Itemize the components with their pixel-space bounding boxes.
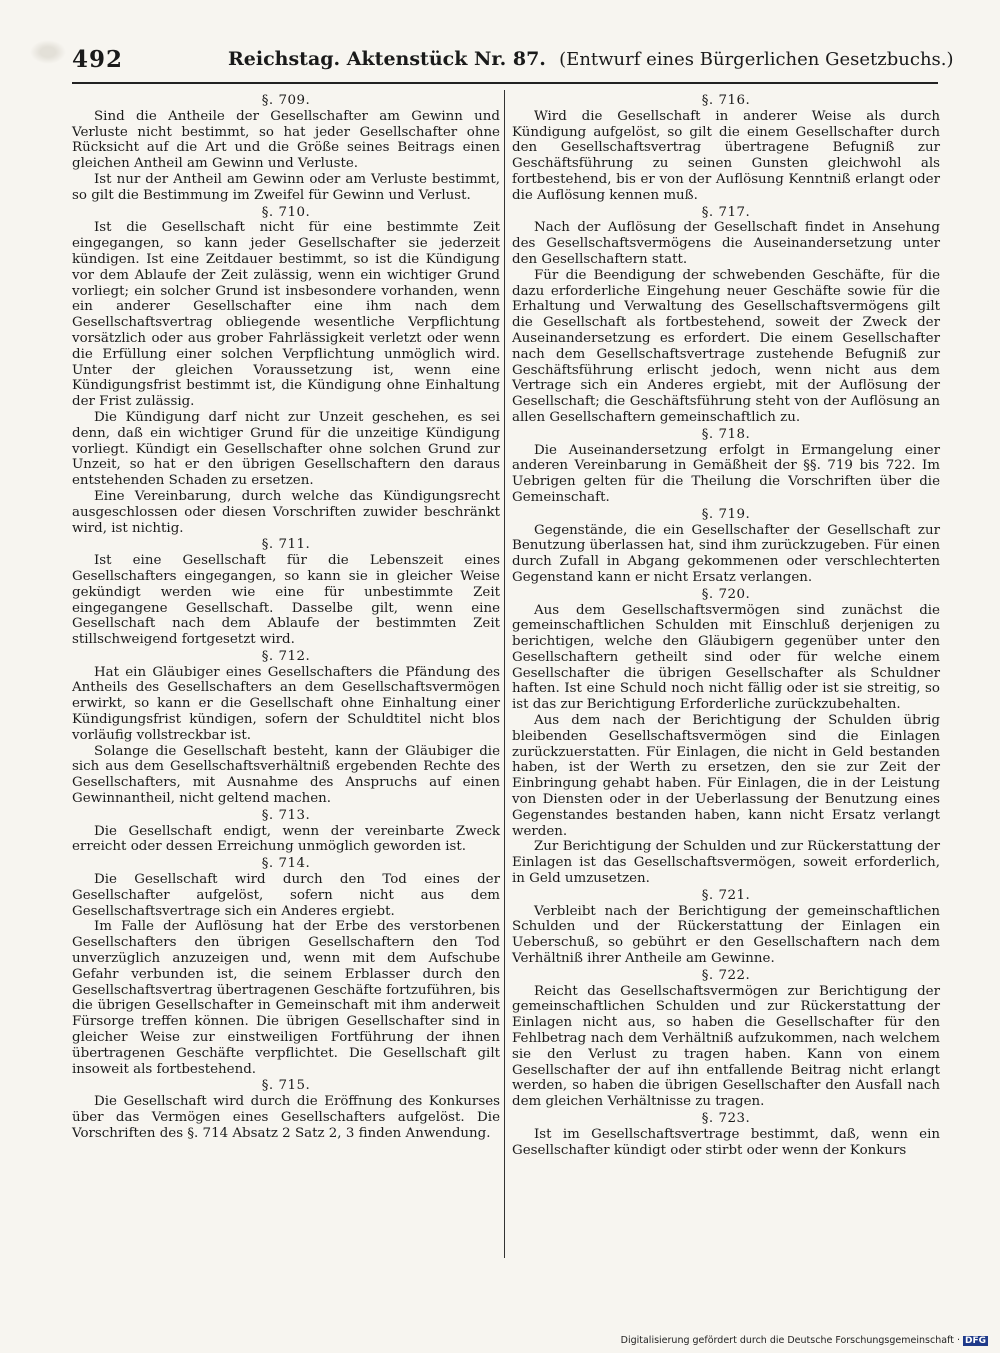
paragraph: Zur Berichtigung der Schulden und zur Rückerstattung der Einlagen ist das Gesellschaftsvermögen, soweit erforderlich, in Geld umzusetzen.	[512, 839, 940, 887]
section-heading: §. 714.	[261, 856, 311, 872]
paragraph: Wird die Gesellschaft in anderer Weise als durch Kündigung aufgelöst, so gilt die einem Gesellschafter durch den Gesellschaftsvertrag übertragene Befugniß zur Geschäftsführung zu seinen Gunsten gleichwohl als fortbestehend, bis er von der Auflösung Kenntniß erlangt oder die Auflösung kennen muß.	[512, 108, 940, 203]
column-divider	[504, 90, 505, 1258]
footer-credit	[621, 1335, 988, 1346]
footer-text: Digitalisierung gefördert durch die Deutsche Forschungsgemeinschaft ·	[620, 1335, 960, 1346]
page-header	[72, 42, 954, 84]
section-heading: §. 711.	[261, 537, 311, 553]
paragraph: Ist im Gesellschaftsvertrage bestimmt, daß, wenn ein Gesellschafter kündigt oder stirbt oder wenn der Konkurs	[512, 1126, 940, 1158]
running-title-subtitle: (Entwurf eines Bürgerlichen Gesetzbuchs.)	[559, 49, 954, 70]
section-heading: §. 712.	[261, 648, 311, 664]
page-number: 492	[72, 46, 124, 73]
section-heading: §. 710.	[261, 204, 311, 220]
paragraph: Aus dem Gesellschaftsvermögen sind zunächst die gemeinschaftlichen Schulden mit Einschluß derjenigen zu berichtigen, welche den Gläubigern gegenüber unter den Gesellschaftern getheilt sind oder für welche einem Gesellschafter die übrigen Gesellschafter als Schuldner haften. Ist eine Schuld noch nicht fällig oder ist sie streitig, so ist das zur Berichtigung Erforderliche zurückzubehalten.	[512, 602, 940, 713]
section-heading: §. 716.	[701, 93, 751, 108]
dfg-logo: DFG	[964, 1336, 986, 1346]
left-column	[72, 92, 500, 1142]
section-heading: §. 709.	[261, 93, 311, 108]
paragraph: Ist die Gesellschaft nicht für eine bestimmte Zeit eingegangen, so kann jeder Gesellschafter sie jederzeit kündigen. Ist eine Zeitdauer bestimmt, so ist die Kündigung vor dem Ablaufe der Zeit zulässig, wenn ein wichtiger Grund vorliegt; ein solcher Grund ist insbesondere vorhanden, wenn ein anderer Gesellschafter eine ihm nach dem Gesellschaftsvertrag obliegende wesentliche Verpflichtung vorsätzlich oder aus grober Fahrlässigkeit verletzt oder wenn die Erfüllung einer solchen Verpflichtung unmöglich wird. Unter der gleichen Voraussetzung ist, wenn eine Kündigungsfrist bestimmt ist, die Kündigung ohne Einhaltung der Frist zulässig.	[72, 220, 500, 410]
section-heading: §. 717.	[701, 204, 751, 220]
section-heading: §. 719.	[701, 506, 751, 522]
section-heading: §. 718.	[701, 426, 751, 442]
section-heading: §. 715.	[261, 1078, 311, 1094]
section-heading: §. 721.	[701, 887, 751, 903]
paragraph: Für die Beendigung der schwebenden Geschäfte, für die dazu erforderliche Eingehung neuer Geschäfte sowie für die Erhaltung und Verwaltung des Gesellschaftsvermögens gilt die Gesellschaft als fortbestehend, soweit der Zweck der Auseinandersetzung es erfordert. Die einem Gesellschafter nach dem Gesellschaftsvertrage zustehende Befugniß zur Geschäftsführung erlischt jedoch, wenn nicht aus dem Vertrage sich ein Anderes ergiebt, mit der Auflösung der Gesellschaft; die Geschäftsführung steht von der Auflösung an allen Gesellschaftern gemeinschaftlich zu.	[512, 267, 940, 425]
paragraph: Sind die Antheile der Gesellschafter am Gewinn und Verluste nicht bestimmt, so hat jeder Gesellschafter ohne Rücksicht auf die Art und die Größe seines Beitrags einen gleichen Antheil am Gewinn und Verluste.	[72, 108, 500, 172]
section-heading: §. 713.	[261, 807, 311, 823]
section-heading: §. 720.	[701, 586, 751, 602]
paragraph: Eine Vereinbarung, durch welche das Kündigungsrecht ausgeschlossen oder diesen Vorschriften zuwider beschränkt wird, ist nichtig.	[72, 488, 500, 536]
paragraph: Die Kündigung darf nicht zur Unzeit geschehen, es sei denn, daß ein wichtiger Grund für die unzeitige Kündigung vorliegt. Kündigt ein Gesellschafter ohne solchen Grund zur Unzeit, so hat er den übrigen Gesellschaftern den daraus entstehenden Schaden zu ersetzen.	[72, 409, 500, 489]
paragraph: Reicht das Gesellschaftsvermögen zur Berichtigung der gemeinschaftlichen Schulden und zur Rückerstattung der Einlagen nicht aus, so haben die Gesellschafter für den Fehlbetrag nach dem Verhältniß aufzukommen, nach welchem sie den Verlust zu tragen haben. Kann von einem Gesellschafter der auf ihn entfallende Beitrag nicht erlangt werden, so haben die übrigen Gesellschafter den Ausfall nach dem gleichen Verhältnisse zu tragen.	[512, 983, 940, 1110]
paragraph: Die Gesellschaft wird durch den Tod eines der Gesellschafter aufgelöst, sofern nicht aus dem Gesellschaftsvertrage sich ein Anderes ergiebt.	[72, 872, 500, 919]
paragraph: Die Gesellschaft wird durch die Eröffnung des Konkurses über das Vermögen eines Gesellschafters aufgelöst. Die Vorschriften des §. 714 Absatz 2 Satz 2, 3 finden Anwendung.	[72, 1094, 500, 1141]
paragraph: Ist eine Gesellschaft für die Lebenszeit eines Gesellschafters eingegangen, so kann sie in gleicher Weise gekündigt werden wie eine für unbestimmte Zeit eingegangene Gesellschaft. Dasselbe gilt, wenn eine Gesellschaft nach dem Ablaufe der bestimmten Zeit stillschweigend fortgesetzt wird.	[72, 553, 500, 648]
running-title-main: Reichstag. Aktenstück Nr. 87.	[228, 48, 546, 70]
paragraph: Solange die Gesellschaft besteht, kann der Gläubiger die sich aus dem Gesellschaftsverhältniß ergebenden Rechte des Gesellschafters, mit Ausnahme des Anspruchs auf einen Gewinnantheil, nicht geltend machen.	[72, 743, 500, 807]
section-heading: §. 722.	[701, 967, 751, 983]
paragraph: Gegenstände, die ein Gesellschafter der Gesellschaft zur Benutzung überlassen hat, sind ihm zurückzugeben. Für einen durch Zufall in Abgang gekommenen oder verschlechterten Gegenstand kann er nicht Ersatz verlangen.	[512, 522, 940, 585]
paragraph: Verbleibt nach der Berichtigung der gemeinschaftlichen Schulden und der Rückerstattung der Einlagen ein Ueberschuß, so gebührt er den Gesellschaftern nach dem Verhältniß ihrer Antheile am Gewinne.	[512, 903, 940, 967]
paragraph: Nach der Auflösung der Gesellschaft findet in Ansehung des Gesellschaftsvermögens die Auseinandersetzung unter den Gesellschaftern statt.	[512, 220, 940, 267]
paragraph: Die Auseinandersetzung erfolgt in Ermangelung einer anderen Vereinbarung in Gemäßheit der §§. 719 bis 722. Im Uebrigen gelten für die Theilung die Vorschriften über die Gemeinschaft.	[512, 442, 940, 505]
paragraph: Ist nur der Antheil am Gewinn oder am Verluste bestimmt, so gilt die Bestimmung im Zweifel für Gewinn und Verlust.	[72, 171, 500, 203]
section-heading: §. 723.	[701, 1111, 751, 1126]
paragraph: Im Falle der Auflösung hat der Erbe des verstorbenen Gesellschafters den übrigen Gesellschaftern den Tod unverzüglich anzuzeigen und, wenn mit dem Aufschube Gefahr verbunden ist, die seinem Erblasser durch den Gesellschaftsvertrag übertragenen Geschäfte fortzuführen, bis die übrigen Gesellschafter in Gemeinschaft mit ihm anderweit Fürsorge treffen können. Die übrigen Gesellschafter sind in gleicher Weise zur einstweiligen Fortführung der ihnen übertragenen Geschäfte verpflichtet. Die Gesellschaft gilt insoweit als fortbestehend.	[72, 919, 500, 1077]
paragraph: Die Gesellschaft endigt, wenn der vereinbarte Zweck erreicht oder dessen Erreichung unmöglich geworden ist.	[72, 823, 500, 855]
scan-smudge	[30, 40, 66, 64]
running-title	[228, 48, 954, 70]
paragraph: Hat ein Gläubiger eines Gesellschafters die Pfändung des Antheils des Gesellschafters an dem Gesellschaftsvermögen erwirkt, so kann er die Gesellschaft ohne Einhaltung einer Kündigungsfrist kündigen, sofern der Schuldtitel nicht blos vorläufig vollstreckbar ist.	[72, 664, 500, 743]
paragraph: Aus dem nach der Berichtigung der Schulden übrig bleibenden Gesellschaftsvermögen sind die Einlagen zurückzuerstatten. Für Einlagen, die nicht in Geld bestanden haben, ist der Werth zu ersetzen, den sie zur Zeit der Einbringung gehabt haben. Für Einlagen, die in der Leistung von Diensten oder in der Ueberlassung der Benutzung eines Gegenstandes bestanden haben, kann nicht Ersatz verlangt werden.	[512, 713, 940, 839]
right-column	[512, 92, 940, 1158]
